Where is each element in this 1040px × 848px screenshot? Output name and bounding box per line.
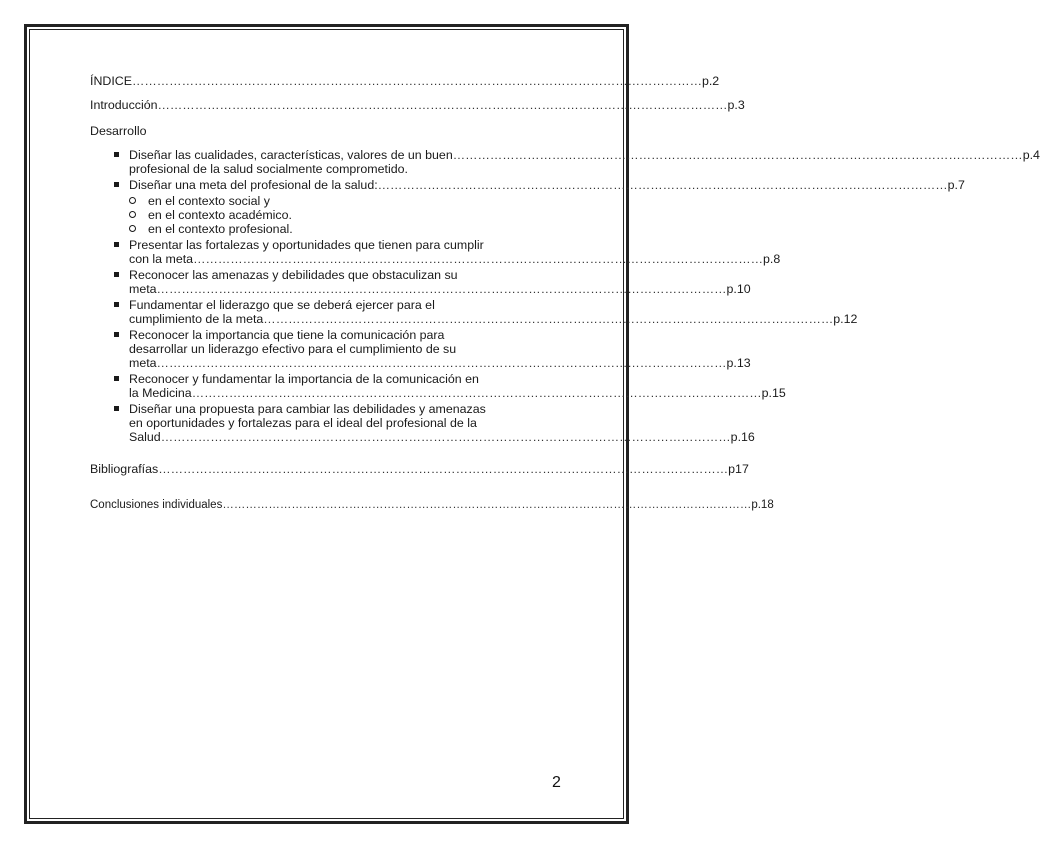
toc-label: ÍNDICE [90, 74, 132, 88]
toc-subitem-label: en el contexto social y [148, 194, 270, 208]
circle-bullet-icon [129, 211, 136, 218]
toc-line: en oportunidades y fortalezas para el ideal del profesional de la [129, 416, 477, 430]
toc-line: Reconocer las amenazas y debilidades que obstaculizan su [129, 268, 458, 282]
toc-line [129, 252, 781, 266]
toc-page: p.16 [730, 430, 755, 444]
toc-line: profesional de la salud socialmente comprometido. [129, 162, 408, 176]
toc-bullet [90, 178, 965, 192]
table-of-contents [90, 74, 1040, 512]
toc-label: meta [129, 282, 157, 296]
toc-line: Presentar las fortalezas y oportunidades que tienen para cumplir [129, 238, 484, 252]
toc-label: Conclusiones individuales [90, 499, 223, 511]
toc-line: Fundamentar el liderazgo que se deberá ejercer para el [129, 298, 435, 312]
toc-subitem-label: en el contexto académico. [148, 208, 292, 222]
toc-bullet [90, 238, 781, 266]
square-bullet-icon [114, 302, 119, 307]
toc-bullet [90, 328, 751, 370]
dot-leader: ………………………………………………………………………………………………………………………… [263, 312, 834, 326]
toc-page: p.8 [763, 252, 781, 266]
toc-page: p.13 [726, 356, 751, 370]
toc-line [129, 386, 786, 400]
toc-bullet [90, 402, 755, 444]
toc-subitem [90, 194, 562, 208]
toc-bullet [90, 148, 1040, 176]
dot-leader: ………………………………………………………………………………………………………………………… [191, 386, 762, 400]
toc-row-indice [90, 74, 720, 88]
dot-leader: ………………………………………………………………………………………………………………………… [156, 282, 727, 296]
toc-bullet [90, 372, 786, 400]
square-bullet-icon [114, 406, 119, 411]
square-bullet-icon [114, 272, 119, 277]
square-bullet-icon [114, 242, 119, 247]
toc-subitem [90, 222, 562, 236]
toc-row-bibliografias [90, 462, 749, 476]
dot-leader: ………………………………………………………………………………………………………………………… [157, 98, 728, 112]
toc-label: meta [129, 356, 157, 370]
toc-line: Reconocer y fundamentar la importancia de la comunicación en [129, 372, 479, 386]
toc-label: Introducción [90, 98, 158, 112]
toc-label: Salud [129, 430, 161, 444]
toc-line [129, 356, 751, 370]
toc-label: Diseñar una meta del profesional de la salud: [129, 178, 378, 192]
toc-page: p.3 [727, 98, 745, 112]
square-bullet-icon [114, 182, 119, 187]
toc-page: p.15 [761, 386, 786, 400]
square-bullet-icon [114, 376, 119, 381]
circle-bullet-icon [129, 225, 136, 232]
circle-bullet-icon [129, 197, 136, 204]
dot-leader: ………………………………………………………………………………………………………………………… [158, 462, 729, 476]
dot-leader: ………………………………………………………………………………………………………………………… [452, 148, 1023, 162]
toc-page: p.7 [947, 178, 965, 192]
toc-line [129, 148, 1040, 162]
toc-line: desarrollar un liderazgo efectivo para el cumplimiento de su [129, 342, 457, 356]
dot-leader: ………………………………………………………………………………………………………………………… [156, 356, 727, 370]
toc-label: con la meta [129, 252, 194, 266]
toc-row-introduccion [90, 98, 745, 112]
toc-page: p.18 [751, 499, 774, 511]
toc-bullet [90, 298, 858, 326]
dot-leader: ………………………………………………………………………………………………………………………… [132, 74, 702, 88]
toc-line [129, 178, 965, 192]
toc-line [129, 430, 755, 444]
toc-label: Diseñar las cualidades, características, valores de un buen [129, 148, 453, 162]
toc-row-conclusiones [90, 498, 774, 512]
toc-bullet [90, 268, 751, 296]
toc-line: Diseñar una propuesta para cambiar las debilidades y amenazas [129, 402, 486, 416]
dot-leader: ………………………………………………………………………………………………………………………… [160, 430, 731, 444]
dot-leader: ………………………………………………………………………………………………………………………… [222, 499, 752, 511]
toc-subitem [90, 208, 562, 222]
page-number: 2 [552, 774, 561, 791]
toc-section-desarrollo: Desarrollo [90, 124, 147, 138]
toc-page: p.2 [701, 74, 720, 88]
toc-line: Reconocer la importancia que tiene la comunicación para [129, 328, 445, 342]
square-bullet-icon [114, 332, 119, 337]
toc-page: p.10 [726, 282, 751, 296]
toc-page: p.4 [1022, 148, 1040, 162]
toc-line [129, 312, 858, 326]
toc-subitem-label: en el contexto profesional. [148, 222, 293, 236]
toc-page: p17 [728, 462, 749, 476]
toc-label: Bibliografías [90, 462, 159, 476]
toc-line [129, 282, 751, 296]
toc-label: cumplimiento de la meta [129, 312, 264, 326]
toc-page: p.12 [833, 312, 858, 326]
dot-leader: ………………………………………………………………………………………………………………………… [377, 178, 948, 192]
toc-label: la Medicina [129, 386, 192, 400]
square-bullet-icon [114, 152, 119, 157]
dot-leader: ………………………………………………………………………………………………………………………… [193, 252, 764, 266]
